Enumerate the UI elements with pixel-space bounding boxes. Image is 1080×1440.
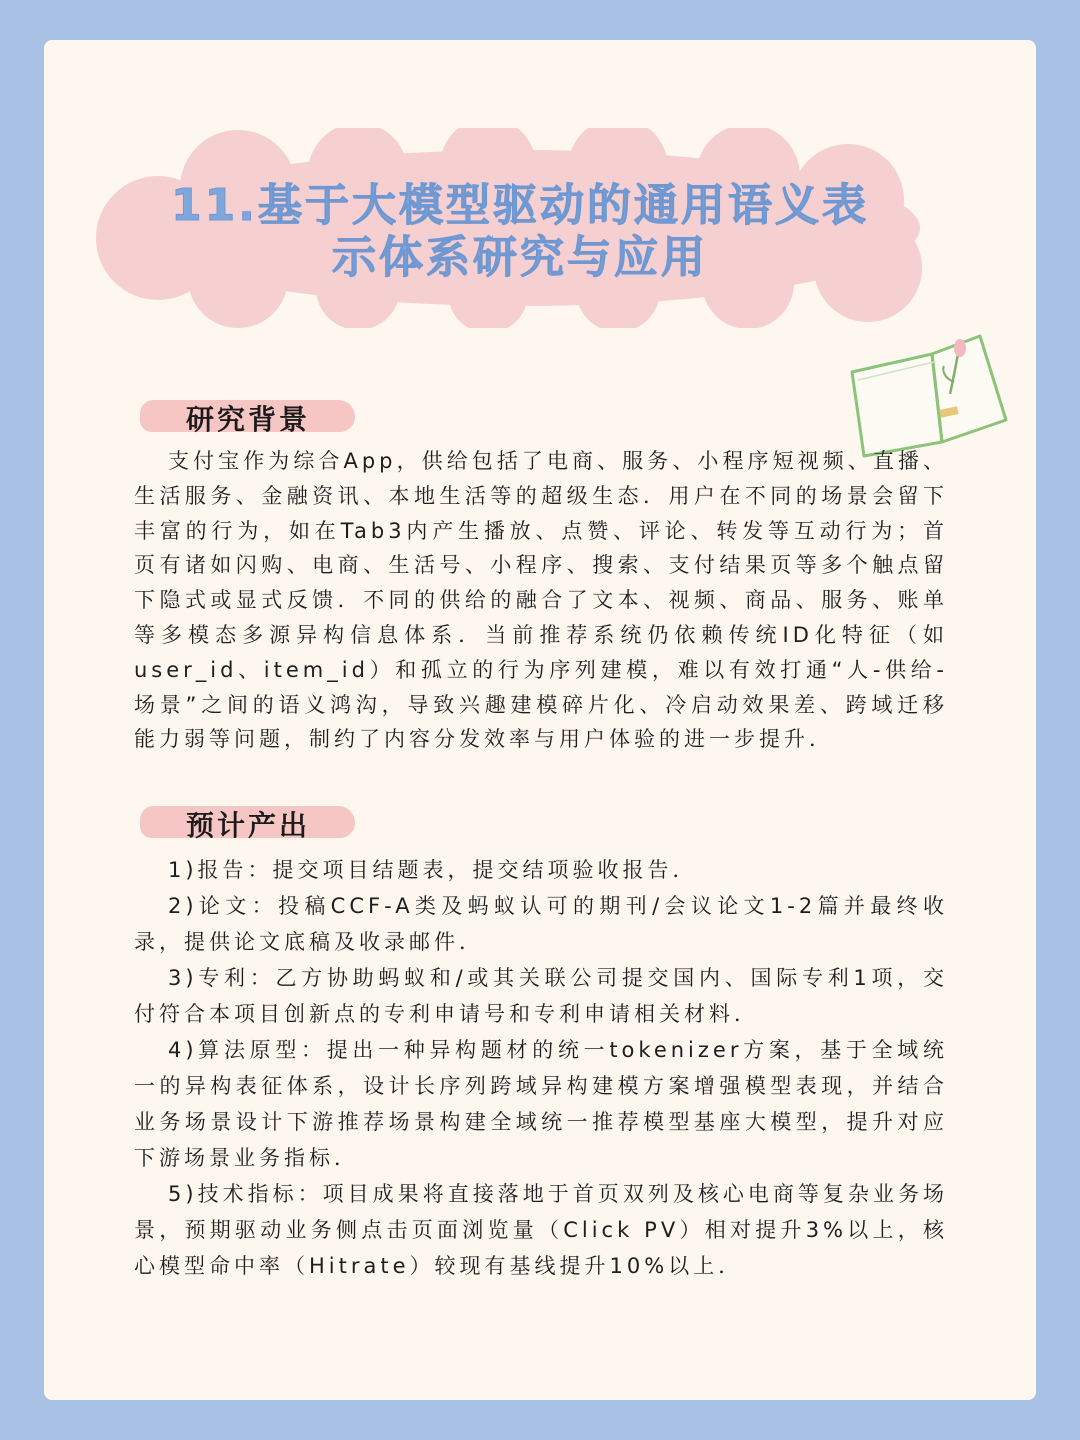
page-title: 11.基于大模型驱动的通用语义表示体系研究与应用 <box>171 180 869 283</box>
title-banner <box>88 128 952 328</box>
open-book-tulip-icon <box>846 330 1016 460</box>
output-item-metrics: 5)技术指标：项目成果将直接落地于首页双列及核心电商等复杂业务场景，预期驱动业务侧点击页面浏览量（Click PV）相对提升3%以上，核心模型命中率（Hitrate）较现有基线提升10%以上． <box>134 1182 948 1278</box>
output-item-report: 1)报告：提交项目结题表，提交结项验收报告． <box>168 858 698 882</box>
section-heading-outputs <box>140 802 360 842</box>
output-item-patent: 3)专利：乙方协助蚂蚁和/或其关联公司提交国内、国际专利1项，交付符合本项目创新点的专利申请号和专利申请相关材料． <box>134 966 948 1026</box>
outputs-list <box>134 852 948 1284</box>
heading-label: 预计产出 <box>186 809 311 842</box>
output-item-algorithm: 4)算法原型：提出一种异构题材的统一tokenizer方案，基于全域统一的异构表征体系，设计长序列跨域异构建模方案增强模型表现，并结合业务场景设计下游推荐场景构建全域统一推荐模型基座大模型，提升对应下游场景业务指标． <box>134 1038 948 1170</box>
background-paragraph-block <box>134 444 948 757</box>
output-item-paper: 2)论文：投稿CCF-A类及蚂蚁认可的期刊/会议论文1-2篇并最终收录，提供论文底稿及收录邮件． <box>134 894 948 954</box>
background-paragraph: 支付宝作为综合App，供给包括了电商、服务、小程序短视频、直播、生活服务、金融资讯、本地生活等的超级生态．用户在不同的场景会留下丰富的行为，如在Tab3内产生播放、点赞、评论、转发等互动行为；首页有诸如闪购、电商、生活号、小程序、搜索、支付结果页等多个触点留下隐式或显式反馈．不同的供给的融合了文本、视频、商品、服务、账单等多模态多源异构信息体系．当前推荐系统仍依赖传统ID化特征（如user_id、item_id）和孤立的行为序列建模，难以有效打通“人-供给-场景”之间的语义鸿沟，导致兴趣建模碎片化、冷启动效果差、跨域迁移能力弱等问题，制约了内容分发效率与用户体验的进一步提升． <box>134 449 948 752</box>
heading-label: 研究背景 <box>186 403 311 436</box>
section-heading-background <box>140 396 360 436</box>
